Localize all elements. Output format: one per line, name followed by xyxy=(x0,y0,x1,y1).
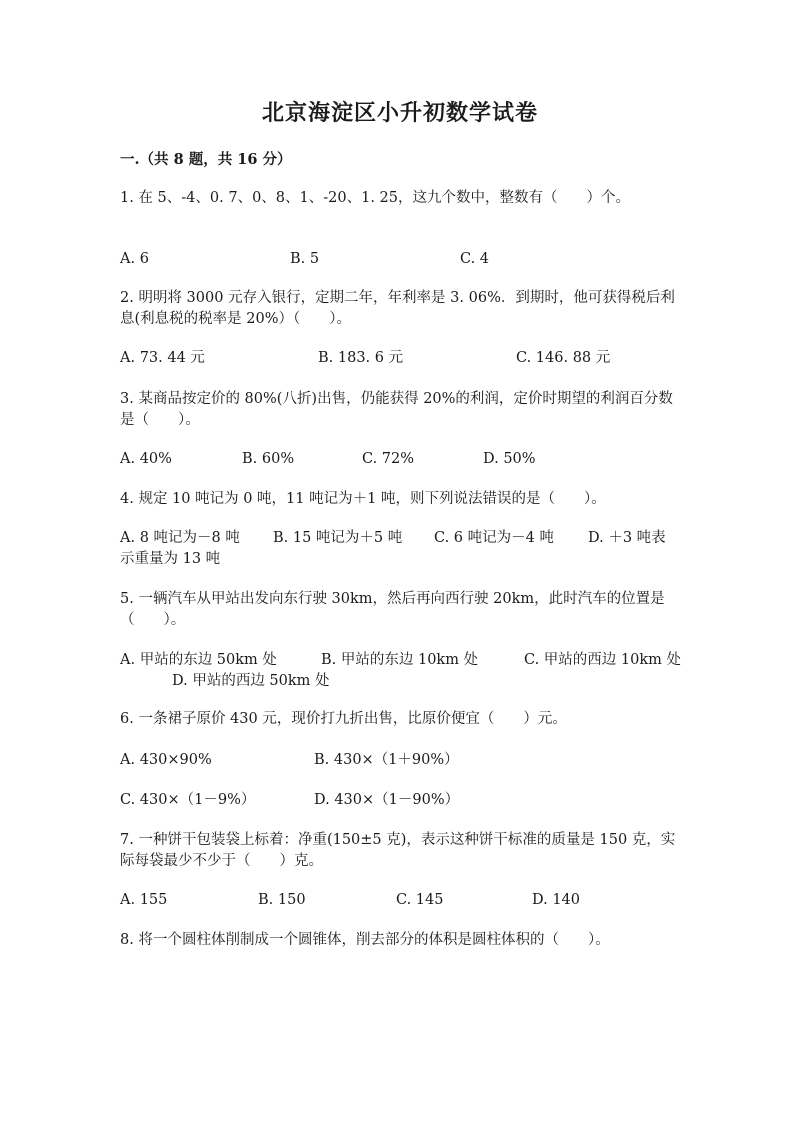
question-8: 8. 将一个圆柱体削制成一个圆锥体，削去部分的体积是圆柱体积的（ ）。 xyxy=(120,932,610,948)
q5-option-c[interactable]: C. 甲站的西边 10km 处 xyxy=(524,652,682,668)
question-2: 2. 明明将 3000 元存入银行，定期二年，年利率是 3. 06%．到期时，他可获得税后利息(利息税的税率是 20%）（ ）。 xyxy=(120,290,675,327)
page-title: 北京海淀区小升初数学试卷 xyxy=(261,100,538,126)
q5-option-d[interactable]: D. 甲站的西边 50km 处 xyxy=(172,673,330,689)
q6-option-b[interactable]: B. 430×（1＋90%） xyxy=(314,752,459,768)
q7-option-d[interactable]: D. 140 xyxy=(532,892,581,908)
q3-option-c[interactable]: C. 72% xyxy=(362,451,415,467)
q3-option-d[interactable]: D. 50% xyxy=(483,451,536,467)
question-4: 4. 规定 10 吨记为 0 吨，11 吨记为＋1 吨，则下列说法错误的是（ ）。 xyxy=(120,491,606,507)
q3-option-a[interactable]: A. 40% xyxy=(120,451,172,467)
q6-option-d[interactable]: D. 430×（1－90%） xyxy=(314,792,460,808)
section-heading: 一.（共 8 题，共 16 分） xyxy=(120,151,292,168)
q2-option-c[interactable]: C. 146. 88 元 xyxy=(516,350,611,366)
q6-option-a[interactable]: A. 430×90% xyxy=(120,752,212,768)
q1-option-b[interactable]: B. 5 xyxy=(290,251,320,267)
q5-option-b[interactable]: B. 甲站的东边 10km 处 xyxy=(321,652,479,668)
q4-option-d[interactable]: D. ＋3 吨表示重量为 13 吨 xyxy=(120,530,666,567)
q3-option-b[interactable]: B. 60% xyxy=(242,451,295,467)
q4-option-a[interactable]: A. 8 吨记为－8 吨 xyxy=(120,530,240,546)
question-7: 7. 一种饼干包装袋上标着：净重(150±5 克)，表示这种饼干标准的质量是 150 克，实际每袋最少不少于（ ）克。 xyxy=(120,832,676,869)
q7-option-c[interactable]: C. 145 xyxy=(396,892,444,908)
q7-option-b[interactable]: B. 150 xyxy=(258,892,306,908)
q2-option-b[interactable]: B. 183. 6 元 xyxy=(318,350,404,366)
q2-option-a[interactable]: A. 73. 44 元 xyxy=(120,350,205,366)
q6-option-c[interactable]: C. 430×（1－9%） xyxy=(120,792,256,808)
q1-option-c[interactable]: C. 4 xyxy=(460,251,490,267)
q1-option-a[interactable]: A. 6 xyxy=(120,251,149,267)
question-1: 1. 在 5、-4、0. 7、0、8、1、-20、1. 25，这九个数中，整数有（ ）个。 xyxy=(120,190,630,206)
q4-option-c[interactable]: C. 6 吨记为－4 吨 xyxy=(434,530,554,546)
question-5: 5. 一辆汽车从甲站出发向东行驶 30km，然后再向西行驶 20km，此时汽车的位置是（ ）。 xyxy=(120,591,665,628)
question-3: 3. 某商品按定价的 80%(八折)出售，仍能获得 20%的利润，定价时期望的利润百分数是（ ）。 xyxy=(120,391,673,428)
q7-option-a[interactable]: A. 155 xyxy=(120,892,168,908)
q4-option-b[interactable]: B. 15 吨记为＋5 吨 xyxy=(273,530,403,546)
q5-option-a[interactable]: A. 甲站的东边 50km 处 xyxy=(120,652,277,668)
question-6: 6. 一条裙子原价 430 元，现价打九折出售，比原价便宜（ ）元。 xyxy=(120,711,567,727)
